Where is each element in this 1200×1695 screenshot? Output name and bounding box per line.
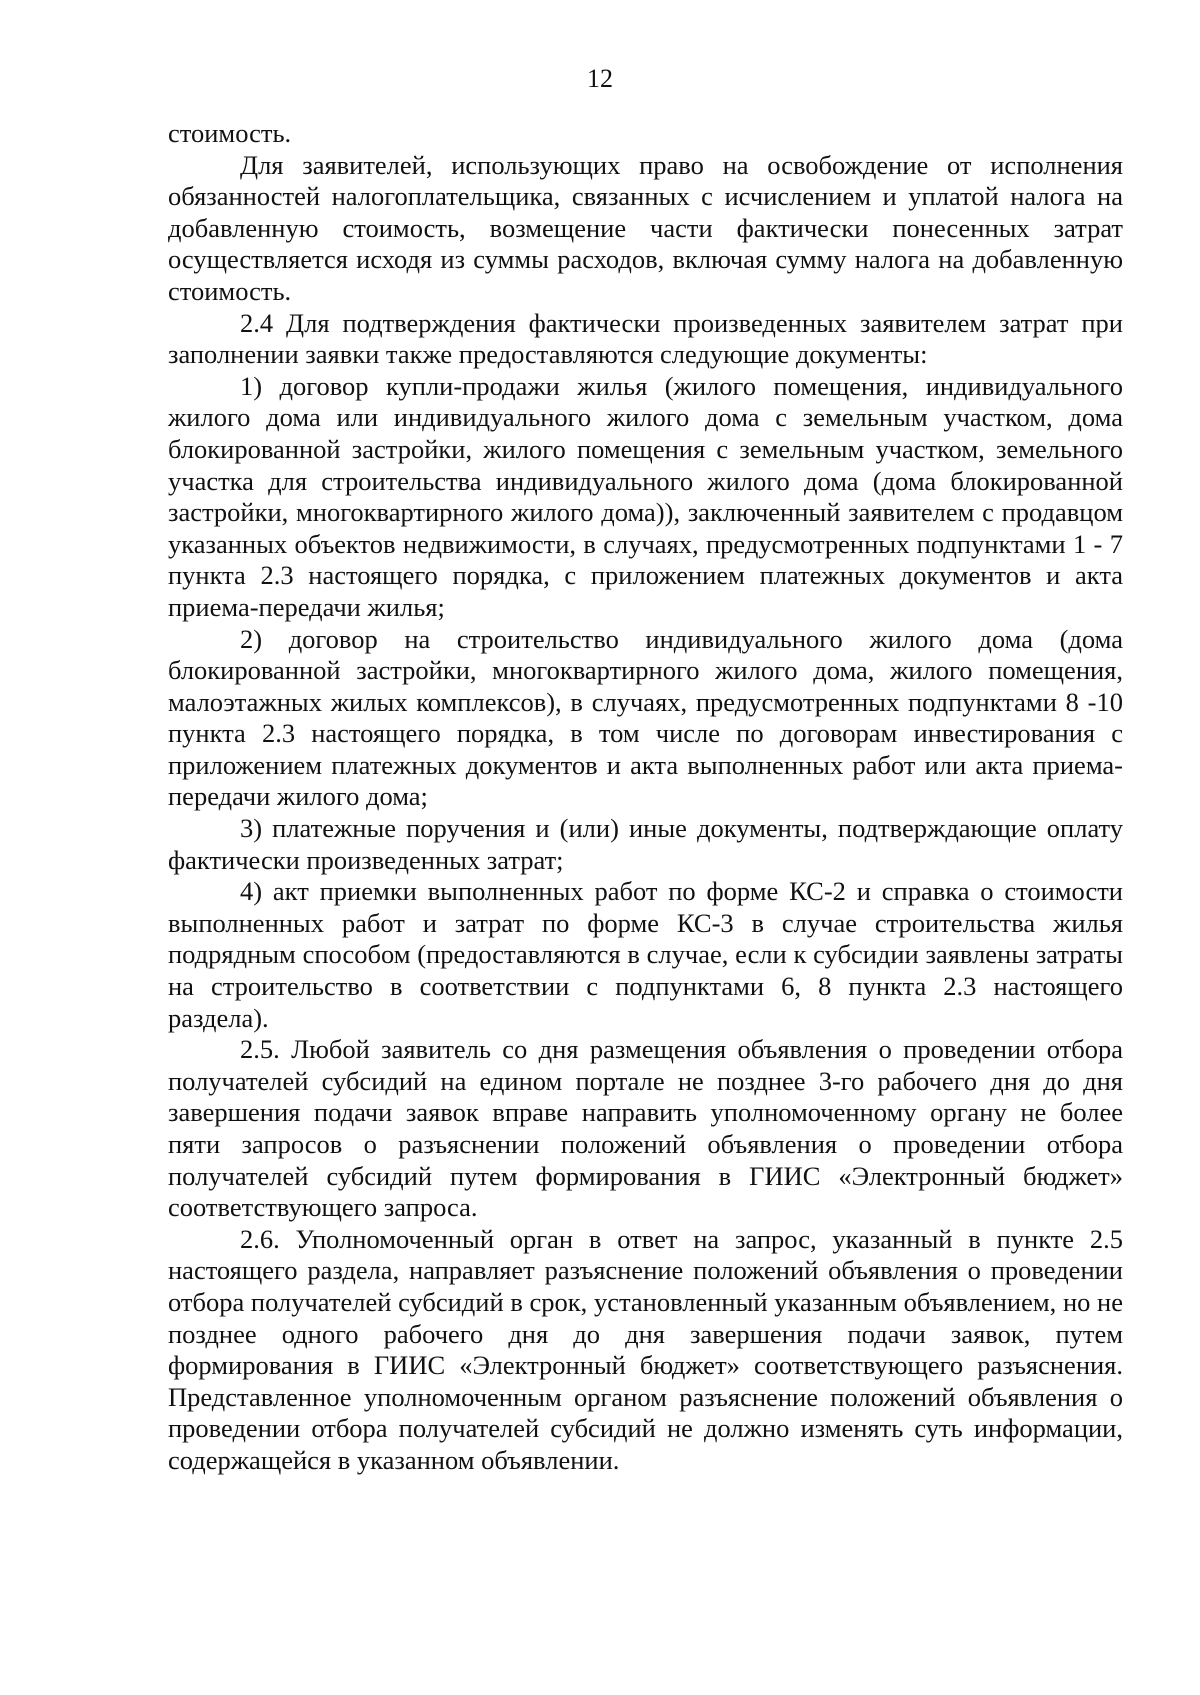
list-item-4: 4) акт приемки выполненных работ по форме КС-2 и справка о стоимости выполненных работ и затрат по форме КС-3 в случае строительства жилья подрядным способом (предоставляются в случае, если к субсидии заявлены затраты на строительство в соответствии с подпунктами 6, 8 пункта 2.3 настоящего раздела). (168, 876, 1123, 1033)
list-item-1: 1) договор купли-продажи жилья (жилого помещения, индивидуального жилого дома или индивидуального жилого дома с земельным участком, дома блокированной застройки, жилого помещения с земельным участком, земельного участка для строительства индивидуального жилого дома (дома блокированной застройки, многоквартирного жилого дома)), заключенный заявителем с продавцом указанных объектов недвижимости, в случаях, предусмотренных подпунктами 1 - 7 пункта 2.3 настоящего порядка, с приложением платежных документов и акта приема-передачи жилья; (168, 370, 1123, 622)
list-item-2: 2) договор на строительство индивидуального жилого дома (дома блокированной застройки, многоквартирного жилого дома, жилого помещения, малоэтажных жилых комплексов), в случаях, предусмотренных подпунктами 8 -10 пункта 2.3 настоящего порядка, в том числе по договорам инвестирования с приложением платежных документов и акта выполненных работ или акта приема-передачи жилого дома; (168, 623, 1123, 812)
paragraph-2-6: 2.6. Уполномоченный орган в ответ на запрос, указанный в пункте 2.5 настоящего раздела, направляет разъяснение положений объявления о проведении отбора получателей субсидий в срок, установленный указанным объявлением, но не позднее одного рабочего дня до дня завершения подачи заявок, путем формирования в ГИИС «Электронный бюджет» соответствующего разъяснения. Представленное уполномоченным органом разъяснение положений объявления о проведении отбора получателей субсидий не должно изменять суть информации, содержащейся в указанном объявлении. (168, 1223, 1123, 1475)
list-item-3: 3) платежные поручения и (или) иные документы, подтверждающие оплату фактически произведенных затрат; (168, 813, 1123, 875)
paragraph-continuation: стоимость. (168, 118, 292, 148)
paragraph-2-4: 2.4 Для подтверждения фактически произведенных заявителем затрат при заполнении заявки также предоставляются следующие документы: (168, 307, 1123, 370)
paragraph-vat-exemption: Для заявителей, использующих право на освобождение от исполнения обязанностей налогоплательщика, связанных с исчислением и уплатой налога на добавленную стоимость, возмещение части фактически понесенных затрат осуществляется исходя из суммы расходов, включая сумму налога на добавленную стоимость. (168, 149, 1123, 306)
paragraph-2-5: 2.5. Любой заявитель со дня размещения объявления о проведении отбора получателей субсидий на едином портале не позднее 3-го рабочего дня до дня завершения подачи заявок вправе направить уполномоченному органу не более пяти запросов о разъяснении положений объявления о проведении отбора получателей субсидий путем формирования в ГИИС «Электронный бюджет» соответствующего запроса. (168, 1034, 1123, 1223)
page-number: 12 (587, 64, 613, 93)
document-body (168, 118, 1123, 1477)
